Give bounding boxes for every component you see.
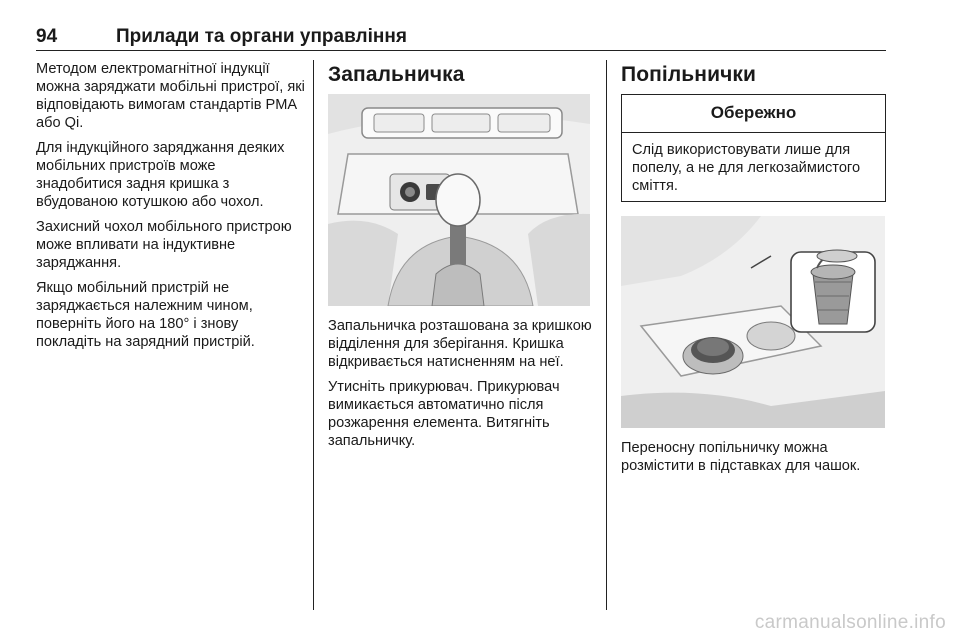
middle-column [328,60,594,457]
paragraph: Утисніть прикурювач. Прикурювач вимикається автоматично після розжарення елемента. Витягніть запальничку. [328,379,560,449]
page-title: Прилади та органи управління [116,26,407,47]
paragraph: Для індукційного заряджання деяких мобільних пристроїв може знадобитися задня кришка з вбудованою котушкою або чохол. [36,140,285,210]
paragraph: Захисний чохол мобільного пристрою може впливати на індуктивне заряджання. [36,219,292,271]
section-heading: Попільнички [621,63,756,86]
watermark: carmanualsonline.info [754,612,946,633]
page-header [36,22,886,51]
left-column [36,60,304,358]
ashtray-illustration [621,216,885,428]
column-divider [313,60,314,610]
paragraph: Якщо мобільний пристрій не заряджається належним чином, поверніть його на 180° і знову покладіть на зарядний пристрій. [36,280,255,350]
warning-text: Слід використовувати лише для попелу, а не для легкозаймистого сміття. [632,142,861,194]
cigarette-lighter-illustration [328,94,590,306]
column-divider [606,60,607,610]
paragraph: Переносну попільничку можна розмістити в підставках для чашок. [621,440,861,474]
warning-box [621,94,886,202]
page-number: 94 [36,26,58,47]
paragraph: Методом електромагнітної індукції можна заряджати мобільні пристрої, які відповідають вимогам стандартів PMA або Qi. [36,61,305,131]
paragraph: Запальничка розташована за кришкою відділення для зберігання. Кришка відкривається натисненням на неї. [328,318,592,370]
section-heading: Запальничка [328,63,465,86]
right-column [621,60,886,482]
warning-title: Обережно [622,95,885,133]
